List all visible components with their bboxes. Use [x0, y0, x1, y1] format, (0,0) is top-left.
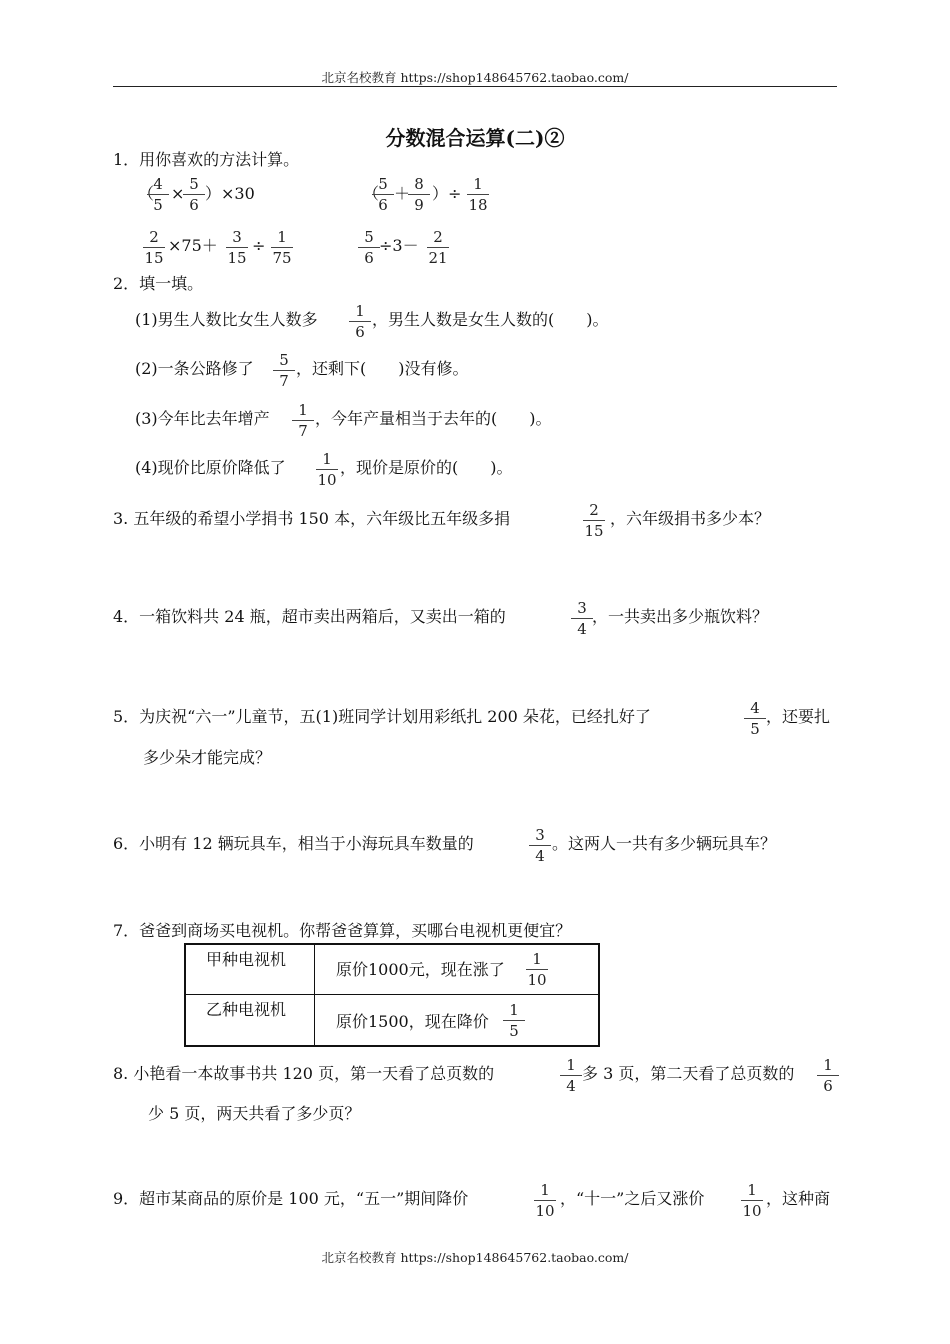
fraction: 5 6: [352, 228, 386, 267]
fraction: 1 6: [811, 1056, 845, 1095]
fraction: 1 7: [286, 401, 320, 440]
fraction: 4 5: [141, 175, 175, 214]
fraction: 3 15: [227, 228, 247, 267]
tv-price-table: [184, 943, 600, 1047]
fraction: 1 5: [497, 1001, 531, 1040]
fraction: 1 18: [468, 175, 488, 214]
q7-label: 7．爸爸到商场买电视机。你帮爸爸算算，买哪台电视机更便宜？: [113, 921, 572, 940]
fraction: 1 10: [317, 450, 337, 489]
table-cell-name: 甲种电视机: [206, 950, 287, 969]
fraction: 2 21: [428, 228, 448, 267]
table-cell-desc: 原价1500，现在降价: [336, 1012, 489, 1031]
fraction: 2 15: [584, 501, 604, 540]
q2-label: 2．填一填。: [113, 274, 204, 293]
fraction: 1 10: [535, 1181, 555, 1220]
fraction: 3 4: [523, 826, 557, 865]
table-cell-name: 乙种电视机: [206, 1000, 287, 1019]
q1-label: 1．用你喜欢的方法计算。: [113, 150, 300, 169]
fraction: 1 10: [742, 1181, 762, 1220]
page-title: 分数混合运算(二)②: [385, 126, 565, 150]
fraction: 5 7: [267, 351, 301, 390]
fraction: 4 5: [738, 699, 772, 738]
page-header: 北京名校教育 https://shop148645762.taobao.com/: [321, 70, 629, 85]
fraction: 1 10: [527, 950, 547, 989]
fraction: 1 4: [554, 1056, 588, 1095]
page-footer: 北京名校教育 https://shop148645762.taobao.com/: [321, 1250, 629, 1265]
fraction: 1 75: [272, 228, 292, 267]
fraction: 8 9: [402, 175, 436, 214]
fraction: 2 15: [144, 228, 164, 267]
fraction: 1 6: [343, 302, 377, 341]
table-cell-desc: 原价1000元，现在涨了: [336, 960, 505, 979]
header-rule: [113, 86, 837, 87]
fraction: 5 6: [177, 175, 211, 214]
fraction: 5 6: [366, 175, 400, 214]
fraction: 3 4: [565, 599, 599, 638]
